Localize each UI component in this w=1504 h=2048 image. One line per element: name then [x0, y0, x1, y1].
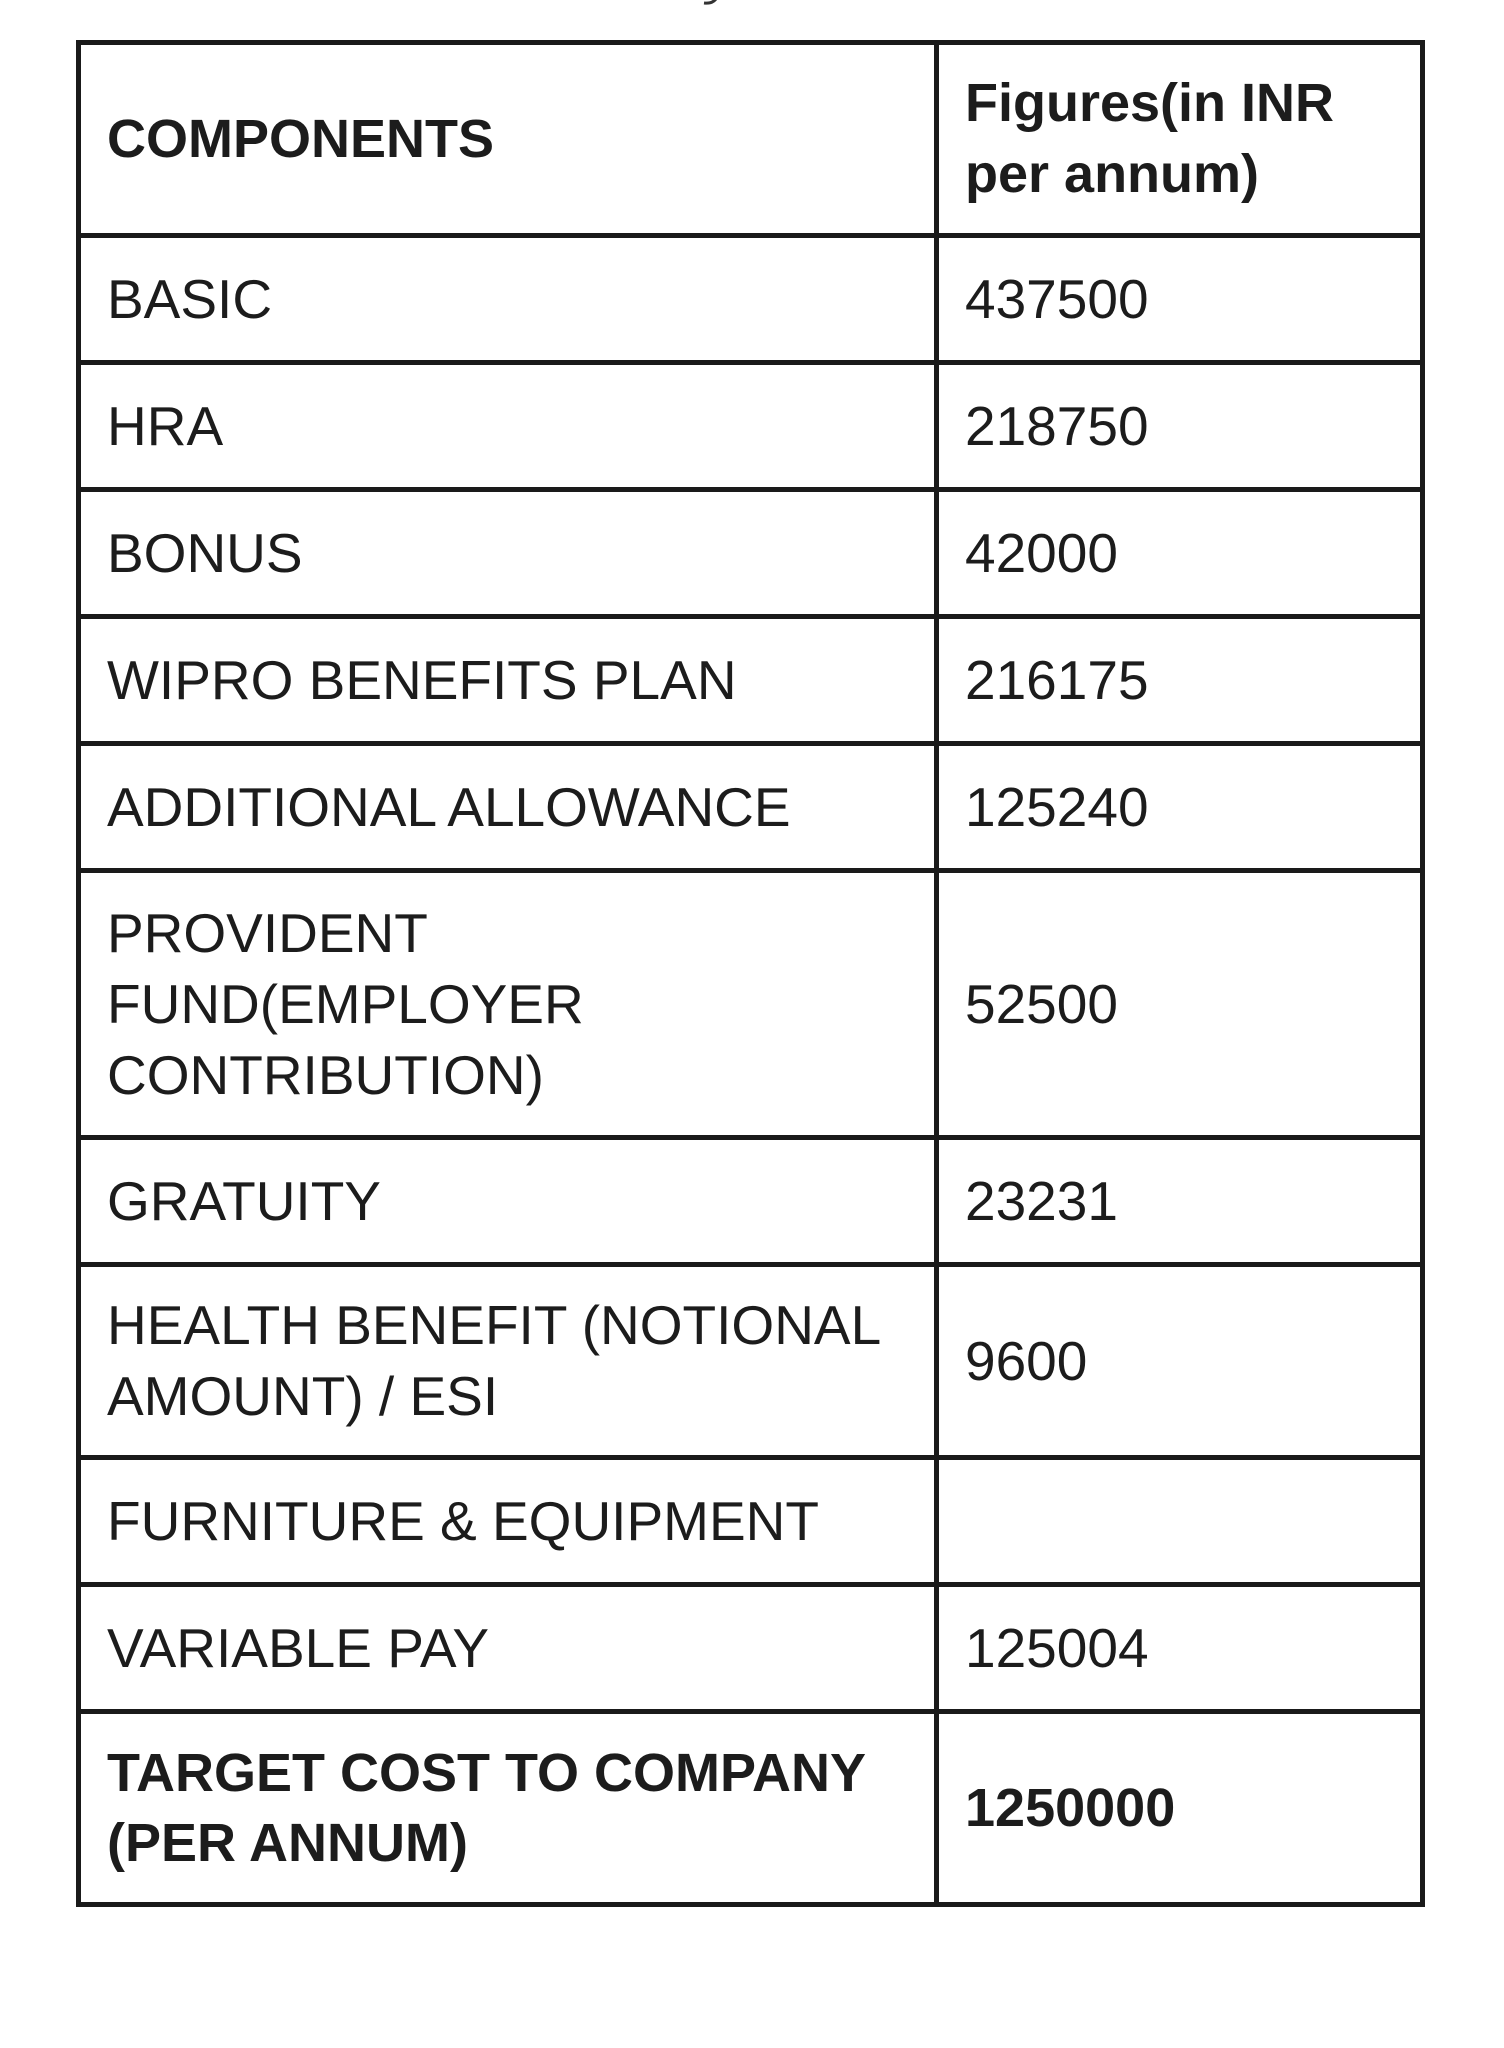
component-cell: HRA — [79, 363, 937, 490]
component-cell: VARIABLE PAY — [79, 1585, 937, 1712]
component-cell: BONUS — [79, 490, 937, 617]
value-cell: 52500 — [937, 871, 1423, 1138]
value-cell — [937, 1458, 1423, 1585]
table-row — [79, 1458, 1423, 1585]
component-cell: PROVIDENT FUND(EMPLOYER CONTRIBUTION) — [79, 871, 937, 1138]
component-cell: GRATUITY — [79, 1138, 937, 1265]
table-row — [79, 617, 1423, 744]
value-cell: 125004 — [937, 1585, 1423, 1712]
table-row — [79, 1585, 1423, 1712]
header-components: COMPONENTS — [79, 43, 937, 236]
cropped-text-fragment — [700, 0, 722, 6]
value-cell: 9600 — [937, 1265, 1423, 1458]
component-cell: WIPRO BENEFITS PLAN — [79, 617, 937, 744]
salary-breakdown-table — [76, 40, 1425, 1907]
table-row — [79, 236, 1423, 363]
total-row — [79, 1712, 1423, 1905]
total-value: 1250000 — [937, 1712, 1423, 1905]
value-cell: 23231 — [937, 1138, 1423, 1265]
table-row — [79, 490, 1423, 617]
table-row — [79, 1138, 1423, 1265]
component-cell: BASIC — [79, 236, 937, 363]
component-cell: FURNITURE & EQUIPMENT — [79, 1458, 937, 1585]
header-figures: Figures(in INR per annum) — [937, 43, 1423, 236]
table-row — [79, 744, 1423, 871]
component-cell: HEALTH BENEFIT (NOTIONAL AMOUNT) / ESI — [79, 1265, 937, 1458]
value-cell: 216175 — [937, 617, 1423, 744]
table-row — [79, 1265, 1423, 1458]
value-cell: 42000 — [937, 490, 1423, 617]
value-cell: 437500 — [937, 236, 1423, 363]
value-cell: 218750 — [937, 363, 1423, 490]
total-label: TARGET COST TO COMPANY (PER ANNUM) — [79, 1712, 937, 1905]
value-cell: 125240 — [937, 744, 1423, 871]
table-row — [79, 363, 1423, 490]
table-row — [79, 871, 1423, 1138]
table-header-row — [79, 43, 1423, 236]
component-cell: ADDITIONAL ALLOWANCE — [79, 744, 937, 871]
